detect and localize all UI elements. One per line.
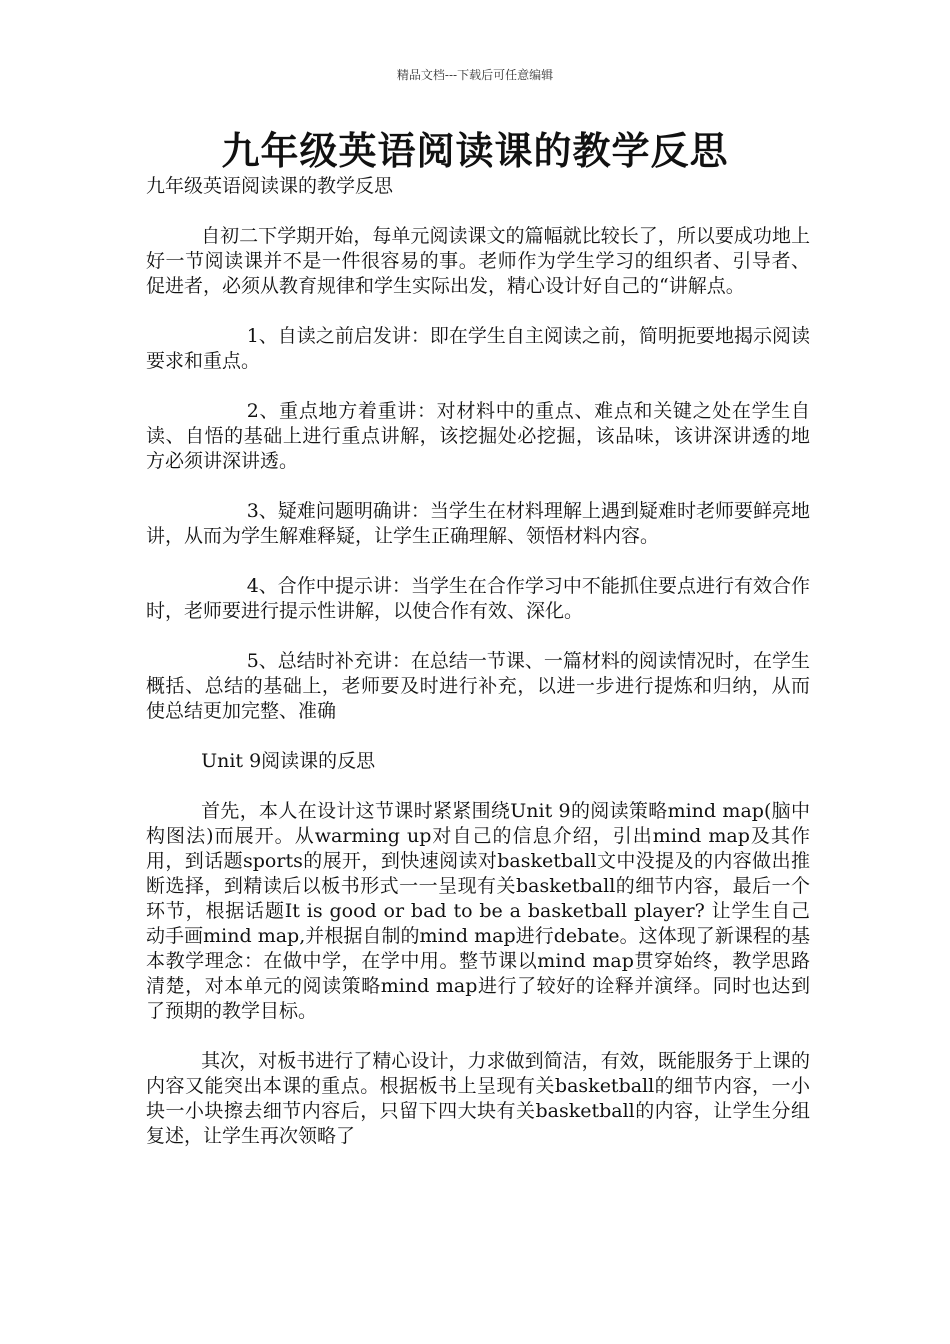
point-paragraph-4: 4、合作中提示讲：当学生在合作学习中不能抓住要点进行有效合作时，老师要进行提示性讲解，以使合作有效、深化。 [146,575,810,622]
intro-paragraph: 自初二下学期开始，每单元阅读课文的篇幅就比较长了，所以要成功地上好一节阅读课并不是一件很容易的事。老师作为学生学习的组织者、引导者、促进者，必须从教育规律和学生实际出发，精心设计好自己的“讲解点。 [146,225,810,297]
section-heading: Unit 9阅读课的反思 [201,750,376,772]
point-paragraph-3: 3、疑难问题明确讲：当学生在材料理解上遇到疑难时老师要鲜亮地讲，从而为学生解难释疑，让学生正确理解、领悟材料内容。 [146,500,810,547]
point-paragraph-2: 2、重点地方着重讲：对材料中的重点、难点和关键之处在学生自读、自悟的基础上进行重点讲解，该挖掘处必挖掘，该品味，该讲深讲透的地方必须讲深讲透。 [146,400,810,472]
document-body [146,174,810,1149]
point-paragraph-1: 1、自读之前启发讲：即在学生自主阅读之前，简明扼要地揭示阅读要求和重点。 [146,325,810,372]
body-paragraph-first: 首先，本人在设计这节课时紧紧围绕Unit 9的阅读策略mind map(脑中构图法)而展开。从warming up对自己的信息介绍，引出mind map及其作用，到话题sports的展开，到快速阅读对basketball文中没提及的内容做出推断选择，到精读后以板书形式一一呈现有关basketball的细节内容，最后一个环节，根据话题It is good or bad to be a basketball player? 让学生自己动手画mind map,并根据自制的mind map进行debate。这体现了新课程的基本教学理念：在做中学，在学中用。整节课以mind map贯穿始终，教学思路清楚，对本单元的阅读策略mind map进行了较好的诠释并演绎。同时也达到了预期的教学目标。 [146,800,810,1022]
body-paragraph-second: 其次，对板书进行了精心设计，力求做到简洁，有效，既能服务于上课的内容又能突出本课的重点。根据板书上呈现有关basketball的细节内容，一小块一小块擦去细节内容后，只留下四大块有关basketball的内容，让学生分组复述，让学生再次领略了 [146,1050,810,1147]
header-note: 精品文档---下载后可任意编辑 [396,68,554,82]
document-subtitle: 九年级英语阅读课的教学反思 [146,175,394,197]
point-paragraph-5: 5、总结时补充讲：在总结一节课、一篇材料的阅读情况时，在学生概括、总结的基础上，老师要及时进行补充，以进一步进行提炼和归纳，从而使总结更加完整、准确 [146,650,810,722]
page-title: 九年级英语阅读课的教学反思 [221,128,729,173]
